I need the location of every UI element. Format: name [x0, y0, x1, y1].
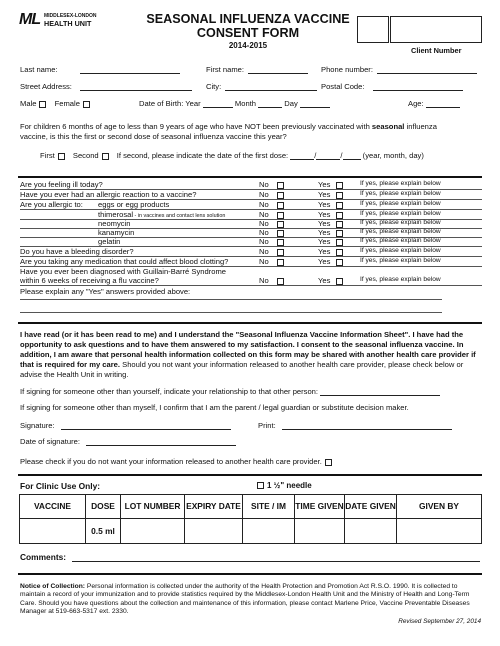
second-dose-label: Second [72, 151, 99, 160]
comments-line[interactable] [72, 561, 480, 562]
explain-hint: If yes, please explain below [360, 210, 441, 217]
notice-paragraph [20, 583, 482, 617]
postal-label: Postal Code: [321, 82, 365, 91]
explain-hint: If yes, please explain below [360, 200, 441, 207]
cell-vaccine[interactable] [20, 519, 86, 544]
client-box-small[interactable] [357, 16, 389, 43]
dose-row [40, 151, 424, 160]
guardian-text: If signing for someone other than myself, I confirm that I am the parent / legal guardian or substitute decision maker. [20, 403, 409, 412]
street-row [20, 82, 192, 91]
col-vaccine: VACCINE [20, 495, 86, 519]
phone-label: Phone number: [321, 65, 373, 74]
question-row [20, 228, 482, 237]
question-allergic-to: Are you allergic to: [20, 200, 83, 209]
logo-mark: ML [19, 11, 41, 28]
first-dose-year-field[interactable] [290, 151, 317, 160]
clinic-table [19, 494, 482, 544]
city-field[interactable] [225, 82, 317, 91]
yes-checkbox[interactable] [336, 182, 343, 189]
yes-label: Yes [318, 276, 331, 285]
date-slash-1: / [314, 151, 317, 160]
children-instructions [20, 122, 482, 142]
cell-given-by[interactable] [397, 519, 482, 544]
phone-field[interactable] [377, 65, 477, 74]
no-checkbox[interactable] [277, 202, 284, 209]
signature-row [20, 421, 231, 430]
no-checkbox[interactable] [277, 239, 284, 246]
allergy-thimerosal: thimerosal [98, 210, 134, 219]
release-check-label: Please check if you do not want your information released to another health care provider. [20, 457, 322, 466]
first-dose-month-field[interactable] [316, 151, 343, 160]
dob-year-label: Date of Birth: Year [139, 99, 201, 108]
no-label: No [259, 237, 269, 246]
yes-checkbox[interactable] [336, 212, 343, 219]
female-checkbox[interactable] [83, 101, 90, 108]
no-checkbox[interactable] [277, 249, 284, 256]
logo-line2: HEALTH UNIT [44, 19, 92, 28]
first-dose-checkbox[interactable] [58, 153, 65, 160]
col-lot-number: LOT NUMBER [121, 495, 185, 519]
explain-yes-label: Please explain any "Yes" answers provided above: [20, 287, 191, 296]
no-checkbox[interactable] [277, 221, 284, 228]
question-ill: Are you feeling ill today? [20, 180, 103, 189]
allergy-kanamycin: kanamycin [98, 228, 135, 237]
second-dose-text: If second, please indicate the date of the first dose: [116, 151, 289, 160]
last-name-label: Last name: [20, 65, 58, 74]
postal-field[interactable] [373, 82, 463, 91]
signature-label: Signature: [20, 421, 55, 430]
question-row [20, 267, 482, 285]
signature-field[interactable] [61, 421, 231, 430]
yes-label: Yes [318, 219, 331, 228]
release-checkbox[interactable] [325, 459, 332, 466]
question-row [20, 200, 482, 209]
female-label: Female [54, 99, 80, 108]
male-label: Male [20, 99, 37, 108]
clinic-use-label: For Clinic Use Only: [20, 481, 101, 491]
phone-row [321, 65, 477, 74]
question-medication: Are you taking any medication that could affect blood clotting? [20, 257, 229, 266]
first-dose-day-field[interactable] [343, 151, 361, 160]
clinic-top-rule [18, 474, 482, 476]
notice-text: Personal information is collected under the authority of the Health Protection and Promotion Act R.S.O. 1990. It is collected to maintain a record of your immunization and to provide statistics required by the Middlesex-London Health Unit and the Ministry of Health and Long-Term Care. Should you have questions about the collection and maintenance of this information, please contact Marlene Price, Vaccine Preventable Diseases Manager at 519-663-5317 ext. 2330. [20, 583, 470, 616]
yes-checkbox[interactable] [336, 278, 343, 285]
client-box-large[interactable] [390, 16, 482, 43]
dob-month-field[interactable] [258, 99, 282, 108]
yes-label: Yes [318, 210, 331, 219]
allergy-eggs: eggs or egg products [98, 200, 170, 209]
logo-line1: MIDDLESEX-LONDON [44, 13, 97, 19]
no-label: No [259, 190, 269, 199]
yes-checkbox[interactable] [336, 202, 343, 209]
release-row [20, 457, 332, 466]
sex-row [20, 99, 90, 108]
no-label: No [259, 228, 269, 237]
no-checkbox[interactable] [277, 278, 284, 285]
question-row [20, 219, 482, 228]
no-label: No [259, 247, 269, 256]
needle-checkbox[interactable] [257, 482, 264, 489]
yes-label: Yes [318, 180, 331, 189]
city-row [206, 82, 317, 91]
cell-date-given[interactable] [345, 519, 397, 544]
no-checkbox[interactable] [277, 182, 284, 189]
first-name-row [206, 65, 308, 74]
question-row [20, 237, 482, 246]
yes-checkbox[interactable] [336, 239, 343, 246]
first-dose-label: First [40, 151, 55, 160]
dob-month-label: Month [234, 99, 256, 108]
allergy-neomycin: neomycin [98, 219, 131, 228]
dob-row [139, 99, 330, 108]
yes-label: Yes [318, 247, 331, 256]
yes-label: Yes [318, 190, 331, 199]
dob-day-field[interactable] [300, 99, 330, 108]
consent-top-rule [18, 322, 482, 324]
yes-checkbox[interactable] [336, 249, 343, 256]
consent-paragraph [20, 330, 482, 380]
question-gbs-line1: Have you ever been diagnosed with Guillain-Barré Syndrome [20, 267, 226, 276]
explain-hint: If yes, please explain below [360, 257, 441, 264]
no-checkbox[interactable] [277, 212, 284, 219]
col-dose: DOSE [86, 495, 121, 519]
question-row [20, 257, 482, 266]
title-year: 2014-2015 [228, 41, 268, 50]
first-name-field[interactable] [248, 65, 308, 74]
yes-label: Yes [318, 237, 331, 246]
comments-bottom-rule [18, 573, 482, 575]
cell-time-given[interactable] [295, 519, 345, 544]
date-signature-field[interactable] [86, 437, 236, 446]
needle-row [257, 481, 312, 490]
no-label: No [259, 219, 269, 228]
yes-checkbox[interactable] [336, 192, 343, 199]
col-given-by: GIVEN BY [397, 495, 482, 519]
question-row [20, 210, 482, 219]
date-slash-2: / [340, 151, 343, 160]
yes-checkbox[interactable] [336, 259, 343, 266]
cell-site[interactable] [243, 519, 295, 544]
date-signature-row [20, 437, 236, 446]
city-label: City: [206, 82, 222, 91]
print-field[interactable] [282, 421, 452, 430]
relationship-row [20, 387, 440, 396]
children-text-pre: For children 6 months of age to less than 9 years of age who have NOT been previously vaccinated with [20, 122, 372, 131]
yes-label: Yes [318, 228, 331, 237]
question-row [20, 247, 482, 256]
postal-row [321, 82, 463, 91]
cell-expiry-date[interactable] [185, 519, 243, 544]
question-vaccine-reaction: Have you ever had an allergic reaction to a vaccine? [20, 190, 197, 199]
street-field[interactable] [80, 82, 192, 91]
dob-day-label: Day [284, 99, 298, 108]
needle-label: 1 ½" needle [267, 481, 312, 490]
children-text-bold: seasonal [371, 122, 405, 131]
male-checkbox[interactable] [39, 101, 46, 108]
notice-label: Notice of Collection: [20, 583, 86, 590]
dob-year-field[interactable] [203, 99, 233, 108]
explain-line-2[interactable] [20, 312, 442, 313]
comments-label: Comments: [20, 552, 67, 562]
second-dose-checkbox[interactable] [102, 153, 109, 160]
no-checkbox[interactable] [277, 259, 284, 266]
no-label: No [259, 180, 269, 189]
print-label: Print: [258, 421, 276, 430]
yes-checkbox[interactable] [336, 221, 343, 228]
col-site: SITE / IM [243, 495, 295, 519]
client-number-label: Client Number [411, 46, 462, 55]
explain-hint: If yes, please explain below [360, 219, 441, 226]
children-text-post: influenza [404, 122, 437, 131]
explain-line-1[interactable] [20, 299, 442, 300]
explain-hint: If yes, please explain below [360, 190, 441, 197]
title-line2: CONSENT FORM [196, 26, 300, 40]
consent-bold-text: I have read (or it has been read to me) and I understand the "Seasonal Influenza Vaccine Information Sheet". I have had the opportunity to ask questions and to have them answered to my satisfaction. I consent to the seasonal influenza vaccine. In addition, I am aware that personal health information collected on this form may be shared with another health care provider if that is required for my care. [20, 330, 476, 369]
title-line1: SEASONAL INFLUENZA VACCINE [146, 12, 350, 26]
explain-hint: If yes, please explain below [360, 180, 441, 187]
no-checkbox[interactable] [277, 192, 284, 199]
logo [19, 11, 99, 31]
explain-hint: If yes, please explain below [360, 276, 441, 283]
no-label: No [259, 257, 269, 266]
children-text-line2: vaccine, is this the first or second dose of seasonal influenza vaccine this year? [20, 132, 287, 141]
allergy-gelatin: gelatin [98, 237, 121, 246]
revised-date: Revised September 27, 2014 [398, 618, 481, 625]
question-row [20, 190, 482, 199]
last-name-row [20, 65, 180, 74]
yes-label: Yes [318, 200, 331, 209]
yes-checkbox[interactable] [336, 230, 343, 237]
no-label: No [259, 200, 269, 209]
last-name-field[interactable] [80, 65, 180, 74]
explain-hint: If yes, please explain below [360, 228, 441, 235]
print-row [258, 421, 452, 430]
no-label: No [259, 210, 269, 219]
col-date-given: DATE GIVEN [345, 495, 397, 519]
cell-dose: 0.5 ml [86, 519, 121, 544]
question-gbs-line2: within 6 weeks of receiving a flu vaccine? [20, 276, 159, 285]
yes-label: Yes [318, 257, 331, 266]
age-label: Age: [408, 99, 424, 108]
date-signature-label: Date of signature: [20, 437, 80, 446]
age-field[interactable] [426, 99, 460, 108]
date-format-hint: (year, month, day) [362, 151, 424, 160]
relationship-field[interactable] [320, 387, 440, 396]
no-label: No [259, 276, 269, 285]
cell-lot-number[interactable] [121, 519, 185, 544]
street-label: Street Address: [20, 82, 72, 91]
question-bleeding: Do you have a bleeding disorder? [20, 247, 134, 256]
questions-top-rule [18, 176, 482, 178]
form-title [128, 12, 368, 50]
relationship-label: If signing for someone other than yourself, indicate your relationship to that other person: [20, 387, 319, 396]
explain-hint: If yes, please explain below [360, 247, 441, 254]
question-row [20, 180, 482, 189]
thimerosal-note: - in vaccines and contact lens solution [133, 213, 226, 219]
age-row [408, 99, 460, 108]
first-name-label: First name: [206, 65, 244, 74]
explain-hint: If yes, please explain below [360, 237, 441, 244]
col-expiry-date: EXPIRY DATE [185, 495, 243, 519]
no-checkbox[interactable] [277, 230, 284, 237]
col-time-given: TIME GIVEN [295, 495, 345, 519]
consent-normal-text: Should you not want your information released to another health care provider, please check below or advise the Health Unit in writing. [20, 360, 464, 379]
